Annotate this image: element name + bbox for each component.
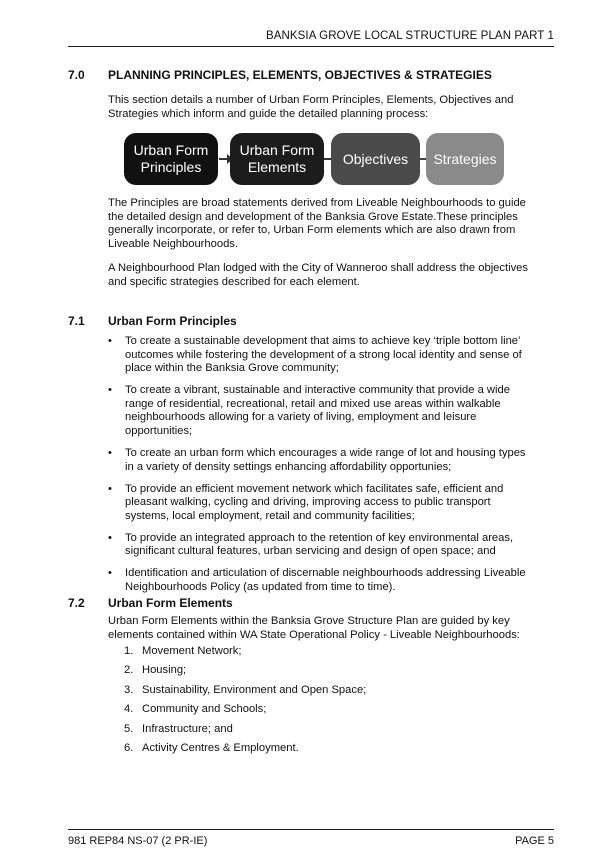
list-item xyxy=(108,483,532,524)
flow-step-line: Strategies xyxy=(433,150,497,167)
elements-list xyxy=(124,645,366,761)
list-item-number: 5. xyxy=(124,722,134,735)
section-7-0-paragraph-principles: The Principles are broad statements derived from Liveable Neighbourhoods to guide the detailed design and development of the Banksia Grove Estate.These principles generally incorporate, or refer to, Urban Form elements which are also drawn from Liveable Neighbourhoods. xyxy=(108,197,526,250)
list-item-text: To provide an integrated approach to the retention of key environmental areas, significant cultural features, urban servicing and design of open space; and xyxy=(125,531,514,558)
footer-document-ref: 981 REP84 NS-07 (2 PR-IE) xyxy=(68,835,208,847)
list-item-text: To create a sustainable development that aims to achieve key ‘triple bottom line’ outcomes while fostering the development of a strong local identity and sense of place within the Banksia Grove community; xyxy=(125,335,522,375)
planning-process-flow xyxy=(124,133,504,185)
flow-step-elements xyxy=(230,133,324,185)
list-item-number: 3. xyxy=(124,683,134,696)
flow-step-line: Objectives xyxy=(342,150,409,167)
section-7-0-number: 7.0 xyxy=(68,68,85,82)
list-item-text: Infrastructure; and xyxy=(142,722,233,735)
bullet-icon: • xyxy=(108,531,112,544)
list-item-text: Identification and articulation of discernable neighbourhoods addressing Liveable Neighbourhoods Policy (as updated from time to time). xyxy=(125,567,526,593)
list-item xyxy=(108,335,532,376)
list-item xyxy=(108,532,532,559)
header-rule xyxy=(68,46,554,47)
flow-step-line: Principles xyxy=(140,159,202,175)
section-7-2-number: 7.2 xyxy=(68,596,85,610)
bullet-icon: • xyxy=(108,482,112,495)
bullet-icon: • xyxy=(108,567,112,580)
principles-list xyxy=(108,335,532,603)
list-item xyxy=(108,447,532,474)
list-item xyxy=(124,684,366,698)
list-item-text: Housing; xyxy=(142,664,187,677)
flow-step-strategies xyxy=(426,133,504,185)
list-item xyxy=(124,742,366,756)
list-item-text: Movement Network; xyxy=(142,645,242,657)
section-7-1-title: Urban Form Principles xyxy=(108,314,237,328)
list-item-text: Activity Centres & Employment. xyxy=(142,741,299,754)
bullet-icon: • xyxy=(108,335,112,347)
list-item xyxy=(124,664,366,678)
list-item-text: To create a vibrant, sustainable and interactive community that provide a wide range of residential, recreational, retail and mixed use areas within walkable neighbourhoods allowing for a variety of living, employment and leisure opportunities; xyxy=(125,384,510,437)
footer-page-number: PAGE 5 xyxy=(515,835,554,847)
bullet-icon: • xyxy=(108,446,112,459)
flow-step-line: Urban Form xyxy=(239,142,315,158)
section-7-0-intro: This section details a number of Urban Form Principles, Elements, Objectives and Strategies which inform and guide the detailed planning process: xyxy=(108,94,514,120)
list-item-text: To create an urban form which encourages a wide range of lot and housing types in a variety of density settings enhancing affordability opportunies; xyxy=(125,446,526,473)
section-7-0-title: PLANNING PRINCIPLES, ELEMENTS, OBJECTIVES & STRATEGIES xyxy=(108,68,492,82)
flow-step-principles xyxy=(124,133,218,185)
section-7-0-paragraph-neighbourhood-plan: A Neighbourhood Plan lodged with the City of Wanneroo shall address the objectives and specific strategies described for each element. xyxy=(108,262,528,288)
list-item-text: Sustainability, Environment and Open Space; xyxy=(142,683,367,696)
list-item xyxy=(124,723,366,737)
section-7-2-title: Urban Form Elements xyxy=(108,596,233,610)
flow-step-line: Elements xyxy=(247,159,307,175)
list-item xyxy=(124,645,366,659)
list-item xyxy=(108,384,532,438)
section-7-1-number: 7.1 xyxy=(68,314,85,328)
header-title: BANKSIA GROVE LOCAL STRUCTURE PLAN PART 1 xyxy=(265,30,554,42)
list-item-number: 1. xyxy=(124,645,134,657)
list-item xyxy=(124,703,366,717)
list-item-number: 2. xyxy=(124,664,134,677)
section-7-2-intro: Urban Form Elements within the Banksia Grove Structure Plan are guided by key elements contained within WA State Operational Policy - Liveable Neighbourhoods: xyxy=(108,615,520,641)
list-item-text: To provide an efficient movement network which facilitates safe, efficient and pleasant walking, cycling and driving, improving access to public transport systems, local employment, retail and community facilities; xyxy=(125,482,504,522)
bullet-icon: • xyxy=(108,384,112,397)
list-item xyxy=(108,567,532,594)
list-item-number: 6. xyxy=(124,741,134,754)
list-item-text: Community and Schools; xyxy=(142,703,267,716)
flow-step-line: Urban Form xyxy=(133,142,209,158)
flow-step-objectives xyxy=(331,133,420,185)
footer-rule xyxy=(68,829,554,830)
list-item-number: 4. xyxy=(124,703,134,716)
